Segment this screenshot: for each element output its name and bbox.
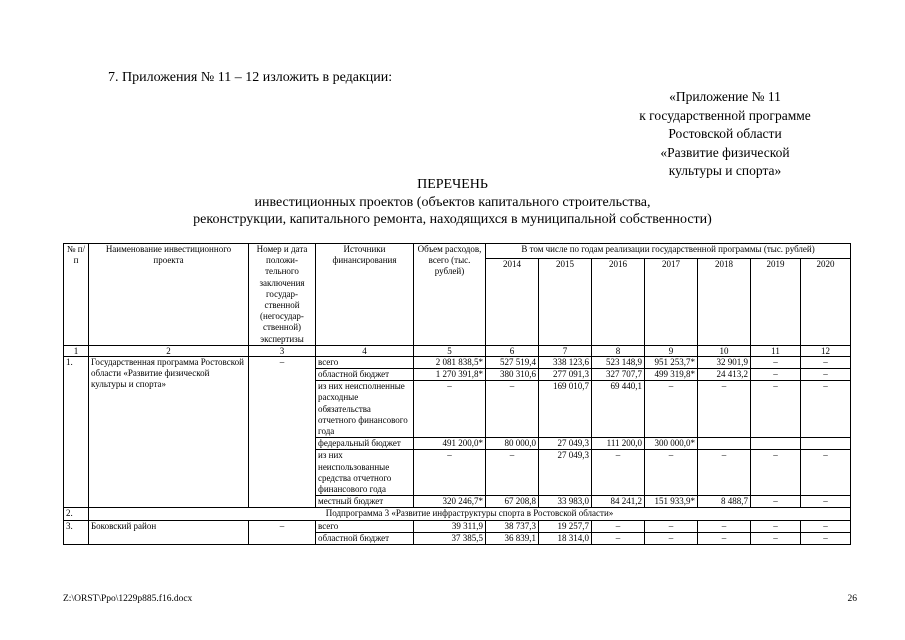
value-cell: – <box>645 450 698 496</box>
source-cell: из них неиспользованные средства отчетного финансового года <box>316 450 414 496</box>
source-cell: областной бюджет <box>316 369 414 381</box>
source-cell: всего <box>316 520 414 532</box>
value-cell: – <box>486 381 539 438</box>
value-cell: 499 319,8* <box>645 369 698 381</box>
value-cell: 18 314,0 <box>539 532 592 544</box>
header-year: 2017 <box>645 258 698 345</box>
header-year: 2018 <box>698 258 751 345</box>
appendix-line: «Развитие физической <box>660 144 790 160</box>
value-cell: – <box>698 532 751 544</box>
value-cell: 32 901,9 <box>698 356 751 368</box>
value-cell: – <box>801 520 851 532</box>
value-cell: – <box>751 369 801 381</box>
value-cell: 84 241,2 <box>592 496 645 508</box>
col-number: 5 <box>414 345 486 356</box>
header-name: Наименование инвестиционного проекта <box>89 244 249 346</box>
col-number: 6 <box>486 345 539 356</box>
appendix-line: «Приложение № 11 <box>669 89 781 104</box>
row-num: 3. <box>64 520 89 544</box>
col-number: 7 <box>539 345 592 356</box>
value-cell: – <box>645 520 698 532</box>
value-cell: – <box>698 450 751 496</box>
value-cell: 80 000,0 <box>486 438 539 450</box>
subprogram-row <box>64 508 851 520</box>
value-cell: – <box>751 520 801 532</box>
col-number: 11 <box>751 345 801 356</box>
file-path: Z:\ORST\Ppo\1229p885.f16.docx <box>63 594 193 604</box>
value-cell: – <box>698 520 751 532</box>
value-cell: – <box>698 381 751 438</box>
col-number: 2 <box>89 345 249 356</box>
value-cell: 67 208,8 <box>486 496 539 508</box>
source-cell: всего <box>316 356 414 368</box>
value-cell: – <box>801 369 851 381</box>
value-cell: 1 270 391,8* <box>414 369 486 381</box>
expertise-cell: – <box>249 520 316 544</box>
value-cell: 338 123,6 <box>539 356 592 368</box>
appendix-heading <box>605 88 845 181</box>
col-number: 8 <box>592 345 645 356</box>
column-numbers-row <box>64 345 851 356</box>
value-cell: 8 488,7 <box>698 496 751 508</box>
value-cell: 36 839,1 <box>486 532 539 544</box>
value-cell: – <box>801 450 851 496</box>
header-year: 2019 <box>751 258 801 345</box>
source-cell: областной бюджет <box>316 532 414 544</box>
value-cell: 951 253,7* <box>645 356 698 368</box>
investment-projects-table <box>63 243 851 545</box>
value-cell: 37 385,5 <box>414 532 486 544</box>
col-number: 10 <box>698 345 751 356</box>
value-cell: – <box>801 532 851 544</box>
value-cell: 19 257,7 <box>539 520 592 532</box>
value-cell: – <box>751 381 801 438</box>
value-cell: 2 081 838,5* <box>414 356 486 368</box>
value-cell: – <box>592 532 645 544</box>
value-cell: 27 049,3 <box>539 438 592 450</box>
row-num: 1. <box>64 356 89 508</box>
table-row <box>64 520 851 532</box>
value-cell: – <box>486 450 539 496</box>
value-cell: 327 707,7 <box>592 369 645 381</box>
col-number: 9 <box>645 345 698 356</box>
value-cell: 527 519,4 <box>486 356 539 368</box>
row-num: 2. <box>64 508 89 520</box>
header-row <box>64 244 851 259</box>
value-cell: 491 200,0* <box>414 438 486 450</box>
value-cell: 111 200,0 <box>592 438 645 450</box>
value-cell <box>698 438 751 450</box>
appendix-line: культуры и спорта» <box>668 163 782 178</box>
value-cell: – <box>801 356 851 368</box>
value-cell: – <box>751 356 801 368</box>
col-number: 1 <box>64 345 89 356</box>
value-cell: 33 983,0 <box>539 496 592 508</box>
project-name: Боковский район <box>89 520 249 544</box>
project-name: Государственная программа Ростовской области «Развитие физической культуры и спорта» <box>89 356 249 508</box>
value-cell: 151 933,9* <box>645 496 698 508</box>
value-cell: 300 000,0* <box>645 438 698 450</box>
document-title: ПЕРЕЧЕНЬ <box>417 177 488 192</box>
value-cell: – <box>414 450 486 496</box>
header-year: 2020 <box>801 258 851 345</box>
value-cell: – <box>592 450 645 496</box>
value-cell: 39 311,9 <box>414 520 486 532</box>
value-cell: 24 413,2 <box>698 369 751 381</box>
value-cell: 523 148,9 <box>592 356 645 368</box>
header-num: № п/п <box>64 244 89 346</box>
value-cell: – <box>801 496 851 508</box>
value-cell <box>801 438 851 450</box>
col-number: 4 <box>316 345 414 356</box>
header-sources: Источники финансирования <box>316 244 414 346</box>
value-cell: – <box>592 520 645 532</box>
col-number: 12 <box>801 345 851 356</box>
expertise-cell: – <box>249 356 316 508</box>
header-expertise: Номер и дата положи-тельного заключения государ-ственной (негосудар-ственной) экспертизы <box>249 244 316 346</box>
value-cell: 320 246,7* <box>414 496 486 508</box>
header-volume: Объем расходов, всего (тыс. рублей) <box>414 244 486 346</box>
source-cell: из них неисполненные расходные обязательства отчетного финансового года <box>316 381 414 438</box>
value-cell: 38 737,3 <box>486 520 539 532</box>
intro-text: 7. Приложения № 11 – 12 изложить в редакции: <box>108 70 393 85</box>
header-year: 2016 <box>592 258 645 345</box>
value-cell: 169 010,7 <box>539 381 592 438</box>
value-cell: – <box>414 381 486 438</box>
value-cell: – <box>751 532 801 544</box>
page-number: 26 <box>847 594 857 604</box>
col-number: 3 <box>249 345 316 356</box>
table-row <box>64 356 851 368</box>
source-cell: местный бюджет <box>316 496 414 508</box>
document-subtitle: инвестиционных проектов (объектов капитального строительства, <box>254 195 651 210</box>
value-cell <box>751 438 801 450</box>
value-cell: – <box>801 381 851 438</box>
value-cell: 380 310,6 <box>486 369 539 381</box>
value-cell: 69 440,1 <box>592 381 645 438</box>
document-subtitle: реконструкции, капитального ремонта, находящихся в муниципальной собственности) <box>193 212 712 227</box>
header-year: 2014 <box>486 258 539 345</box>
header-by-year: В том числе по годам реализации государственной программы (тыс. рублей) <box>486 244 851 259</box>
value-cell: – <box>645 532 698 544</box>
appendix-line: Ростовской области <box>668 126 782 141</box>
value-cell: – <box>645 381 698 438</box>
source-cell: федеральный бюджет <box>316 438 414 450</box>
value-cell: – <box>751 450 801 496</box>
value-cell: 27 049,3 <box>539 450 592 496</box>
header-year: 2015 <box>539 258 592 345</box>
value-cell: – <box>751 496 801 508</box>
appendix-line: к государственной программе <box>639 107 811 123</box>
value-cell: 277 091,3 <box>539 369 592 381</box>
subprogram-title: Подпрограмма 3 «Развитие инфраструктуры спорта в Ростовской области» <box>89 508 851 520</box>
